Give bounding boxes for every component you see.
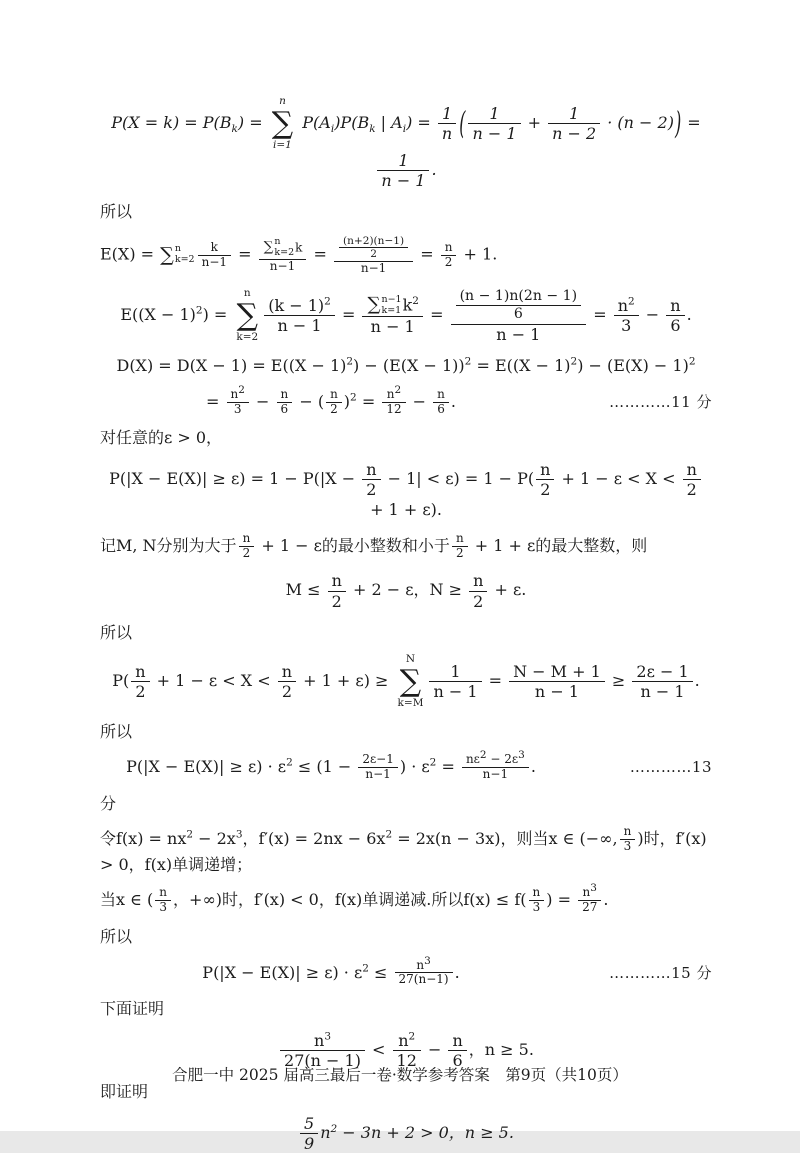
superscript: 2	[286, 756, 293, 769]
math-fraction: $\frac{n\varepsilon^2 - 2\varepsilon^3}{n-1}$	[462, 753, 529, 782]
math-fraction: $\frac{k}{n-1}$	[198, 241, 231, 270]
math-fraction: $\frac{n}{3}$	[620, 825, 636, 854]
formula-line	[100, 825, 712, 875]
math-fraction: $\frac{\frac{(n - 1)n(2n - 1)}{6}}{n - 1}$	[451, 287, 587, 344]
math-content: $\frac{5}{9}$ $n^2 - 3n + 2 > 0$，n ≥ 5.	[298, 1114, 514, 1153]
math-fraction: $\frac{n}{3}$	[529, 886, 545, 915]
text-line	[100, 201, 712, 223]
text-line	[100, 721, 712, 743]
superscript: 2	[394, 383, 402, 396]
math-fraction: $\frac{n}{2}$	[326, 388, 342, 417]
text-line	[100, 622, 712, 644]
formula-line	[100, 882, 712, 915]
superscript: 3	[424, 954, 431, 967]
summation-inline: ∑ n k=2	[160, 243, 195, 267]
superscript: 2	[362, 962, 369, 975]
math-content: 所以	[100, 721, 133, 741]
math-fraction: $\frac{1}{n}$	[438, 104, 456, 143]
math-fraction: $\frac{1}{n - 1}$	[429, 662, 481, 701]
score-marker: …………15 分	[609, 964, 712, 983]
summation-display: n ∑ i=1	[271, 95, 294, 151]
subscript: i	[330, 123, 335, 136]
math-fraction: $\frac{1}{n - 1}$	[377, 151, 429, 190]
subscript: k	[231, 123, 238, 136]
math-content: 所以	[100, 927, 133, 947]
score-marker: …………13	[629, 758, 712, 777]
superscript: 2	[330, 1122, 338, 1135]
math-fraction: $\frac{n}{2}$	[536, 460, 554, 499]
math-content: $D(X) = D(X - 1) = E((X - 1)^2) - (E(X - 1))^2 = E((X - 1)^2) - (E(X) - 1)^2$	[116, 355, 696, 376]
math-content: 记M, N分别为大于 $\frac{n}{2}$ + 1 − ε的最小整数和小于 $\frac{n}{2}$ + 1 + ε的最大整数，则	[100, 530, 648, 560]
math-fraction: $\frac{n^3}{27}$	[578, 886, 601, 915]
math-fraction: $\frac{2\varepsilon-1}{n-1}$	[358, 753, 398, 782]
superscript: 3	[590, 882, 597, 895]
math-fraction: $\frac{n^3}{27(n - 1)}$	[280, 1031, 365, 1070]
math-content: $\frac{n^3}{27(n - 1)}$ < $\frac{n^2}{12}$ − $\frac{n}{6}$ ，n ≥ 5.	[278, 1031, 534, 1070]
superscript: 3	[518, 749, 525, 762]
score-marker: …………11 分	[609, 393, 712, 412]
summation-inline: ∑ n k=2	[263, 235, 295, 258]
math-fraction: $\frac{2\varepsilon - 1}{n - 1}$	[632, 662, 692, 701]
summation-display: N ∑ k=M	[397, 653, 424, 709]
math-fraction: ∑ n k=2 k n−1	[259, 237, 307, 274]
math-content: 对任意的ε > 0，	[100, 428, 223, 448]
math-content: P(|X − E(X)| ≥ ε) = 1 − P(|X − $\frac{n}{2}$ − 1| < ε) = 1 − P( $\frac{n}{2}$ + 1 − ε < X < $\frac{n}{2}$ + 1 + ε).	[100, 460, 712, 521]
text-line	[100, 427, 712, 449]
superscript: 2	[238, 383, 245, 396]
math-content: 所以	[100, 622, 133, 642]
formula-line	[100, 96, 712, 190]
math-content: P( $\frac{n}{2}$ + 1 − ε < X < $\frac{n}{2}$ + 1 + ε) ≥ N ∑ k=M $\frac{1}{n - 1}$ = $\frac{N - M + 1}{n - 1}$ ≥ $\frac{2\varepsilon - 1}{n - 1}$ .	[112, 653, 700, 709]
math-fraction: $\frac{n}{2}$	[362, 460, 380, 499]
math-fraction: $\frac{\frac{(n+2)(n-1)}{2}}{n-1}$	[334, 234, 413, 276]
math-content: 令$f(x) = nx^2 - 2x^3$，$f'(x) = 2nx - 6x^2 = 2x(n - 3x)$，则当x ∈ (−∞, $\frac{n}{3}$ )时，f′(x) > 0，f(x)单调递增；	[100, 824, 707, 874]
math-fraction: $\frac{n}{3}$	[155, 886, 171, 915]
math-content: $P(|X - E(X)| \ge \varepsilon) \cdot \varepsilon^2$ ≤ $\frac{n^3}{27(n-1)}$ .	[202, 954, 460, 987]
math-content: 下面证明	[100, 999, 165, 1019]
math-fraction: $\frac{1}{n - 2}$	[548, 104, 600, 143]
math-fraction: $\frac{n}{6}$	[448, 1031, 466, 1070]
math-fraction: $\frac{5}{9}$	[300, 1114, 318, 1153]
math-fraction: $\frac{(n+2)(n-1)}{2}$	[339, 235, 408, 260]
math-content: 即证明	[100, 1082, 149, 1102]
superscript: 2	[429, 756, 437, 769]
math-content: 分	[100, 793, 117, 813]
superscript: 2	[350, 391, 357, 404]
math-fraction: $\frac{n}{6}$	[666, 296, 684, 335]
math-fraction: $\frac{(n - 1)n(2n - 1)}{6}$	[456, 288, 582, 323]
summation-display: n ∑ k=2	[236, 287, 259, 343]
superscript: 3	[235, 828, 243, 841]
math-fraction: $\frac{n}{6}$	[433, 388, 449, 417]
superscript: 2	[570, 355, 578, 368]
math-content: $P(|X - E(X)| \ge \varepsilon) \cdot \varepsilon^2 \le (1$ − $\frac{2\varepsilon-1}{n-1}$ ) · $\varepsilon^2$ = $\frac{n\varepsilon^2 - 2\varepsilon^3}{n-1}$ .	[126, 749, 536, 781]
superscript: 2	[385, 828, 393, 841]
formula-line	[100, 234, 712, 276]
math-fraction: $\frac{n^2}{3}$	[227, 388, 249, 417]
formula-line	[100, 654, 712, 709]
math-fraction: $\frac{n}{2}$	[239, 532, 255, 561]
math-fraction: $\frac{n}{6}$	[277, 388, 293, 417]
formula-line	[100, 460, 712, 521]
math-fraction: $\frac{n}{2}$	[452, 532, 468, 561]
math-content: $P(X = k) = P(B_k)$ = n ∑ i=1 $P(A_i)P(B_k$ | $A_i$) = $\frac{1}{n}$ ( $\frac{1}{n - 1}$ + $\frac{1}{n - 2}$ · (n − 2)) = $\frac{1}{n - 1}$ .	[111, 95, 701, 191]
math-fraction: $\frac{N - M + 1}{n - 1}$	[509, 662, 605, 701]
math-fraction: $\frac{1}{n - 1}$	[468, 104, 520, 143]
formula-line	[100, 287, 712, 344]
big-paren: (	[459, 104, 466, 142]
math-fraction: $\frac{(k - 1)^2}{n - 1}$	[264, 296, 335, 335]
text-line	[100, 793, 712, 815]
superscript: 2	[346, 355, 354, 368]
formula-line	[100, 532, 712, 561]
math-fraction: $\frac{n^2}{3}$	[614, 296, 639, 335]
formula-line	[100, 571, 712, 610]
math-fraction: ∑ n−1 k=1 $k^2$ n − 1	[362, 295, 423, 337]
superscript: 2	[324, 295, 331, 308]
math-content: 所以	[100, 202, 133, 222]
superscript: 2	[479, 749, 487, 762]
math-fraction: $\frac{n}{2}$	[131, 662, 149, 701]
math-fraction: $\frac{n}{2}$	[683, 460, 701, 499]
formula-line	[100, 355, 712, 377]
superscript: 3	[324, 1030, 331, 1043]
big-paren: )	[674, 104, 682, 142]
math-fraction: $\frac{n}{2}$	[469, 571, 487, 610]
superscript: 2	[195, 304, 203, 317]
math-fraction: $\frac{n}{2}$	[278, 662, 296, 701]
math-fraction: $\frac{n}{2}$	[328, 571, 346, 610]
subscript: k	[369, 123, 376, 136]
summation-inline: ∑ n−1 k=1	[367, 293, 402, 316]
superscript: 2	[186, 828, 194, 841]
text-line	[100, 926, 712, 948]
math-content: M ≤ $\frac{n}{2}$ + 2 − ε，N ≥ $\frac{n}{2}$ + ε.	[285, 571, 527, 611]
math-fraction: $\frac{n}{2}$	[441, 241, 457, 270]
footer-text: 合肥一中 2025 届高三最后一卷·数学参考答案 第9页（共10页）	[172, 1066, 628, 1084]
math-content: 当x ∈ ( $\frac{n}{3}$ ，+∞)时，f′(x) < 0，f(x)单调递减.所以f(x) ≤ f( $\frac{n}{3}$ ) = $\frac{n^3}{27}$ .	[100, 882, 609, 915]
superscript: 2	[688, 355, 696, 368]
formula-line	[100, 954, 712, 988]
formula-line	[100, 1114, 712, 1153]
superscript: 2	[408, 1030, 416, 1043]
text-line	[100, 998, 712, 1020]
math-content: = $\frac{n^2}{3}$ − $\frac{n}{6}$ − ( $\frac{n}{2}$ )$^2$ = $\frac{n^2}{12}$ − $\frac{n}{6}$ .	[206, 383, 456, 416]
superscript: 2	[412, 294, 419, 307]
formula-line	[100, 383, 712, 417]
superscript: 2	[464, 355, 472, 368]
page-footer	[0, 1063, 800, 1085]
math-content: $E((X - 1)^2)$ = n ∑ k=2 $\frac{(k - 1)^2}{n - 1}$ = ∑ n−1 k=1 $k^2$ n − 1 = $\frac{\frac{(n - 1)n(2n - 1)}{6}}{n - 1}$ = $\frac{n^2}{3}$ − $\frac{n}{6}$ .	[120, 287, 692, 344]
subscript: i	[402, 123, 407, 136]
superscript: 2	[628, 295, 635, 308]
formula-line	[100, 749, 712, 782]
math-fraction: $\frac{n^2}{12}$	[393, 1031, 421, 1070]
math-fraction: $\frac{n^3}{27(n-1)}$	[395, 959, 453, 988]
math-fraction: $\frac{n^2}{12}$	[382, 388, 405, 417]
math-content: E(X) = ∑ n k=2 $\frac{k}{n-1}$ = ∑ n k=2 k n−1 = $\frac{\frac{(n+2)(n-1)}{2}}{n-1}$ = $\frac{n}{2}$ + 1.	[100, 235, 498, 276]
